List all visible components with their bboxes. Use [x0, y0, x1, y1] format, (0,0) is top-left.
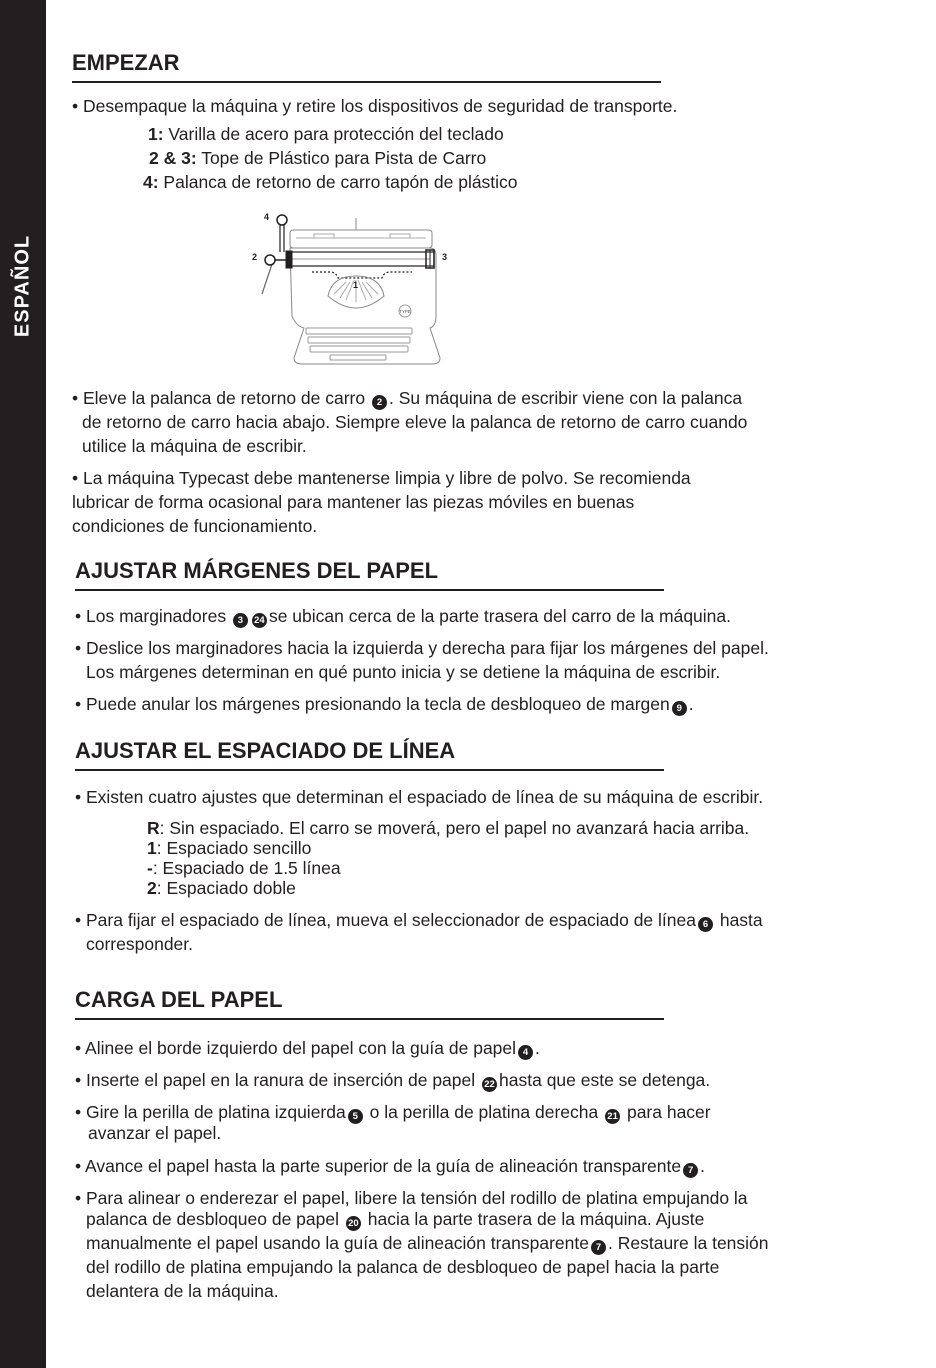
- callout-2: 2: [252, 252, 258, 262]
- margins-bullet-3: • Puede anular los márgenes presionando la tecla de desbloqueo de margen 9 .: [75, 694, 694, 714]
- section-title-line-spacing: AJUSTAR EL ESPACIADO DE LÍNEA: [75, 738, 456, 763]
- shipping-item-2-3: 2 & 3: Tope de Plástico para Pista de Carro: [149, 148, 487, 168]
- paper-bullet-5-line3: manualmente el papel usando la guía de alineación transparente 7 . Restaure la tensión: [86, 1233, 769, 1253]
- shipping-item-1: 1: Varilla de acero para protección del teclado: [148, 124, 504, 144]
- callout-badge: 2: [372, 395, 387, 410]
- margins-bullet-2-line1: • Deslice los marginadores hacia la izquierda y derecha para fijar los márgenes del papel.: [75, 638, 769, 658]
- paper-bullet-2: • Inserte el papel en la ranura de inserción de papel 22 hasta que este se detenga.: [75, 1070, 711, 1090]
- language-sidebar: [0, 0, 46, 1368]
- section-rule: [75, 1018, 664, 1020]
- raise-lever-line2: de retorno de carro hacia abajo. Siempre eleve la palanca de retorno de carro cuando: [82, 412, 748, 432]
- cleaning-line1: • La máquina Typecast debe mantenerse limpia y libre de polvo. Se recomienda: [72, 468, 691, 488]
- shipping-item-4: 4: Palanca de retorno de carro tapón de plástico: [143, 172, 518, 192]
- spacing-option-1: 1: Espaciado sencillo: [147, 838, 312, 858]
- spacing-intro: • Existen cuatro ajustes que determinan el espaciado de línea de su máquina de escribir.: [75, 787, 764, 807]
- paper-bullet-5-line4: del rodillo de platina empujando la palanca de desbloqueo de papel hacia la parte: [86, 1257, 720, 1277]
- section-rule: [72, 81, 661, 83]
- raise-lever-line3: utilice la máquina de escribir.: [82, 436, 307, 456]
- spacing-set-line1: • Para fijar el espaciado de línea, mueva el seleccionador de espaciado de línea 6 hasta: [75, 910, 763, 930]
- callout-4: 4: [264, 212, 270, 222]
- spacing-option-r: R: Sin espaciado. El carro se moverá, pero el papel no avanzará hacia arriba.: [147, 818, 750, 838]
- paper-bullet-3-line2: avanzar el papel.: [88, 1123, 222, 1143]
- callout-1: 1: [353, 280, 359, 290]
- margins-bullet-2-line2: Los márgenes determinan en qué punto inicia y se detiene la máquina de escribir.: [86, 662, 721, 682]
- paper-bullet-4: • Avance el papel hasta la parte superior de la guía de alineación transparente 7 .: [75, 1156, 705, 1176]
- language-label: ESPAÑOL: [11, 234, 34, 338]
- margins-bullet-1: • Los marginadores 3 24 se ubican cerca de la parte trasera del carro de la máquina.: [75, 606, 732, 626]
- section-rule: [75, 589, 664, 591]
- callout-3: 3: [442, 252, 448, 262]
- spacing-option-2: 2: Espaciado doble: [147, 878, 296, 898]
- section-title-empezar: EMPEZAR: [72, 50, 180, 75]
- paper-bullet-1: • Alinee el borde izquierdo del papel con la guía de papel 4 .: [75, 1038, 540, 1058]
- spacing-option-dash: -: Espaciado de 1.5 línea: [147, 858, 341, 878]
- paper-bullet-5-line1: • Para alinear o enderezar el papel, libere la tensión del rodillo de platina empujando la: [75, 1188, 748, 1208]
- section-title-margins: AJUSTAR MÁRGENES DEL PAPEL: [75, 558, 439, 583]
- cleaning-line2: lubricar de forma ocasional para mantener las piezas móviles en buenas: [72, 492, 635, 512]
- paper-bullet-5-line5: delantera de la máquina.: [86, 1281, 279, 1301]
- cleaning-line3: condiciones de funcionamiento.: [72, 516, 318, 536]
- paper-bullet-3-line1: • Gire la perilla de platina izquierda 5 o la perilla de platina derecha 21 para hacer: [75, 1102, 711, 1122]
- spacing-set-line2: corresponder.: [86, 934, 194, 954]
- section-title-paper-loading: CARGA DEL PAPEL: [75, 987, 283, 1012]
- typewriter-logo: TYPE: [399, 309, 411, 314]
- section-rule: [75, 769, 664, 771]
- paper-bullet-5-line2: palanca de desbloqueo de papel 20 hacia la parte trasera de la máquina. Ajuste: [86, 1209, 705, 1229]
- raise-lever-line1: • Eleve la palanca de retorno de carro 2 . Su máquina de escribir viene con la palanca: [72, 388, 743, 408]
- typewriter-diagram: [250, 208, 460, 368]
- unpack-instruction: • Desempaque la máquina y retire los dispositivos de seguridad de transporte.: [72, 96, 678, 116]
